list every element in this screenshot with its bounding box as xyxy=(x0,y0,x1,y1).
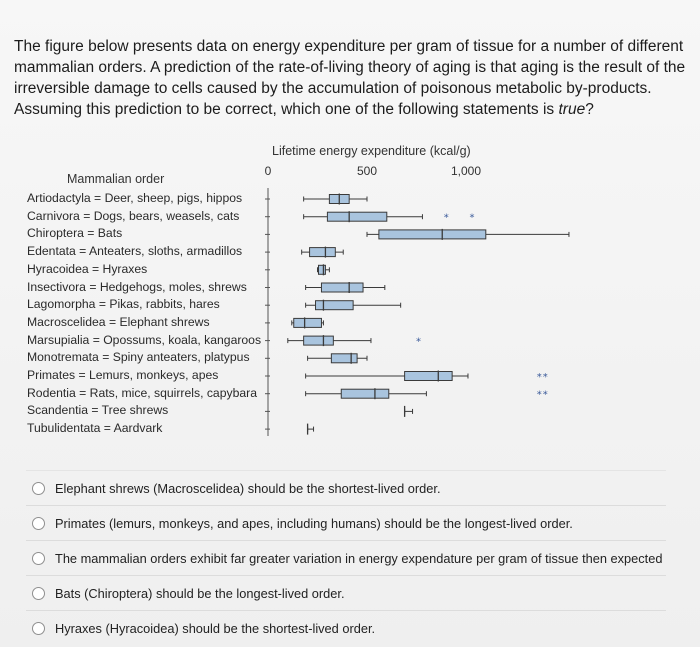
box-carnivora xyxy=(327,212,386,221)
answer-options xyxy=(26,470,666,645)
radio-button[interactable] xyxy=(32,552,45,565)
answer-option[interactable] xyxy=(26,575,666,610)
order-label: Primates = Lemurs, monkeys, apes xyxy=(27,368,219,383)
outlier-marker: * xyxy=(536,389,542,401)
box-rodentia xyxy=(341,389,389,398)
option-label: Primates (lemurs, monkeys, and apes, including humans) should be the longest-lived order. xyxy=(55,515,573,531)
order-label: Macroscelidea = Elephant shrews xyxy=(27,314,210,329)
box-lagomorpha xyxy=(316,301,354,310)
box-hyracoidea xyxy=(318,265,325,274)
outlier-marker: * xyxy=(469,212,475,224)
box-edentata xyxy=(310,248,336,257)
answer-option[interactable] xyxy=(26,505,666,540)
order-label: Monotremata = Spiny anteaters, platypus xyxy=(27,350,250,365)
question-body: The figure below presents data on energy expenditure per gram of tissue for a number of different mammalian orders. A prediction of the rate-of-living theory of aging is that aging is the result of the irreversible damage to cells caused by the accumulation of poisonous metabolic by-products. Assuming this prediction to be correct, which one of the following statements is xyxy=(14,38,686,118)
x-tick-label: 0 xyxy=(264,164,272,178)
order-column-header: Mammalian order xyxy=(67,172,165,186)
chart-title: Lifetime energy expenditure (kcal/g) xyxy=(272,144,471,158)
box-monotremata xyxy=(331,354,357,363)
order-label: Insectivora = Hedgehogs, moles, shrews xyxy=(27,279,247,294)
order-label: Edentata = Anteaters, sloths, armadillos xyxy=(27,244,243,259)
option-label: Hyraxes (Hyracoidea) should be the shortest-lived order. xyxy=(55,620,376,636)
box-chiroptera xyxy=(379,230,486,239)
order-label: Artiodactyla = Deer, sheep, pigs, hippos xyxy=(27,191,243,205)
order-label: Scandentia = Tree shrews xyxy=(27,403,169,418)
radio-button[interactable] xyxy=(32,517,45,530)
order-label: Tubulidentata = Aardvark xyxy=(27,421,163,436)
outlier-marker: * xyxy=(415,336,421,348)
outlier-marker: * xyxy=(536,372,542,383)
outlier-marker: * xyxy=(542,389,548,401)
answer-option[interactable] xyxy=(26,540,666,575)
option-label: The mammalian orders exhibit far greater variation in energy expendature per gram of tissue then expected xyxy=(55,550,663,566)
box-insectivora xyxy=(321,283,363,292)
order-label: Carnivora = Dogs, bears, weasels, cats xyxy=(27,208,240,223)
radio-button[interactable] xyxy=(32,587,45,600)
question-end: ? xyxy=(585,101,594,118)
radio-button[interactable] xyxy=(32,622,45,635)
x-tick-label: 1,000 xyxy=(450,164,482,178)
option-label: Bats (Chiroptera) should be the longest-lived order. xyxy=(55,585,345,601)
outlier-marker: * xyxy=(542,372,548,383)
order-label: Rodentia = Rats, mice, squirrels, capybara xyxy=(27,385,257,400)
order-label: Hyracoidea = Hyraxes xyxy=(27,261,148,276)
question-emphasis: true xyxy=(558,101,586,118)
order-label: Marsupialia = Opossums, koala, kangaroos xyxy=(27,332,262,347)
box-macroscelidea xyxy=(294,318,322,327)
order-label: Lagomorpha = Pikas, rabbits, hares xyxy=(27,297,220,312)
box-marsupialia xyxy=(304,336,334,345)
order-label: Chiroptera = Bats xyxy=(27,226,123,241)
option-label: Elephant shrews (Macroscelidea) should be the shortest-lived order. xyxy=(55,480,441,496)
radio-button[interactable] xyxy=(32,482,45,495)
x-tick-label: 500 xyxy=(356,164,378,178)
answer-option[interactable] xyxy=(26,610,666,645)
box-primates xyxy=(405,372,453,381)
answer-option[interactable] xyxy=(26,470,666,505)
outlier-marker: * xyxy=(443,212,449,224)
